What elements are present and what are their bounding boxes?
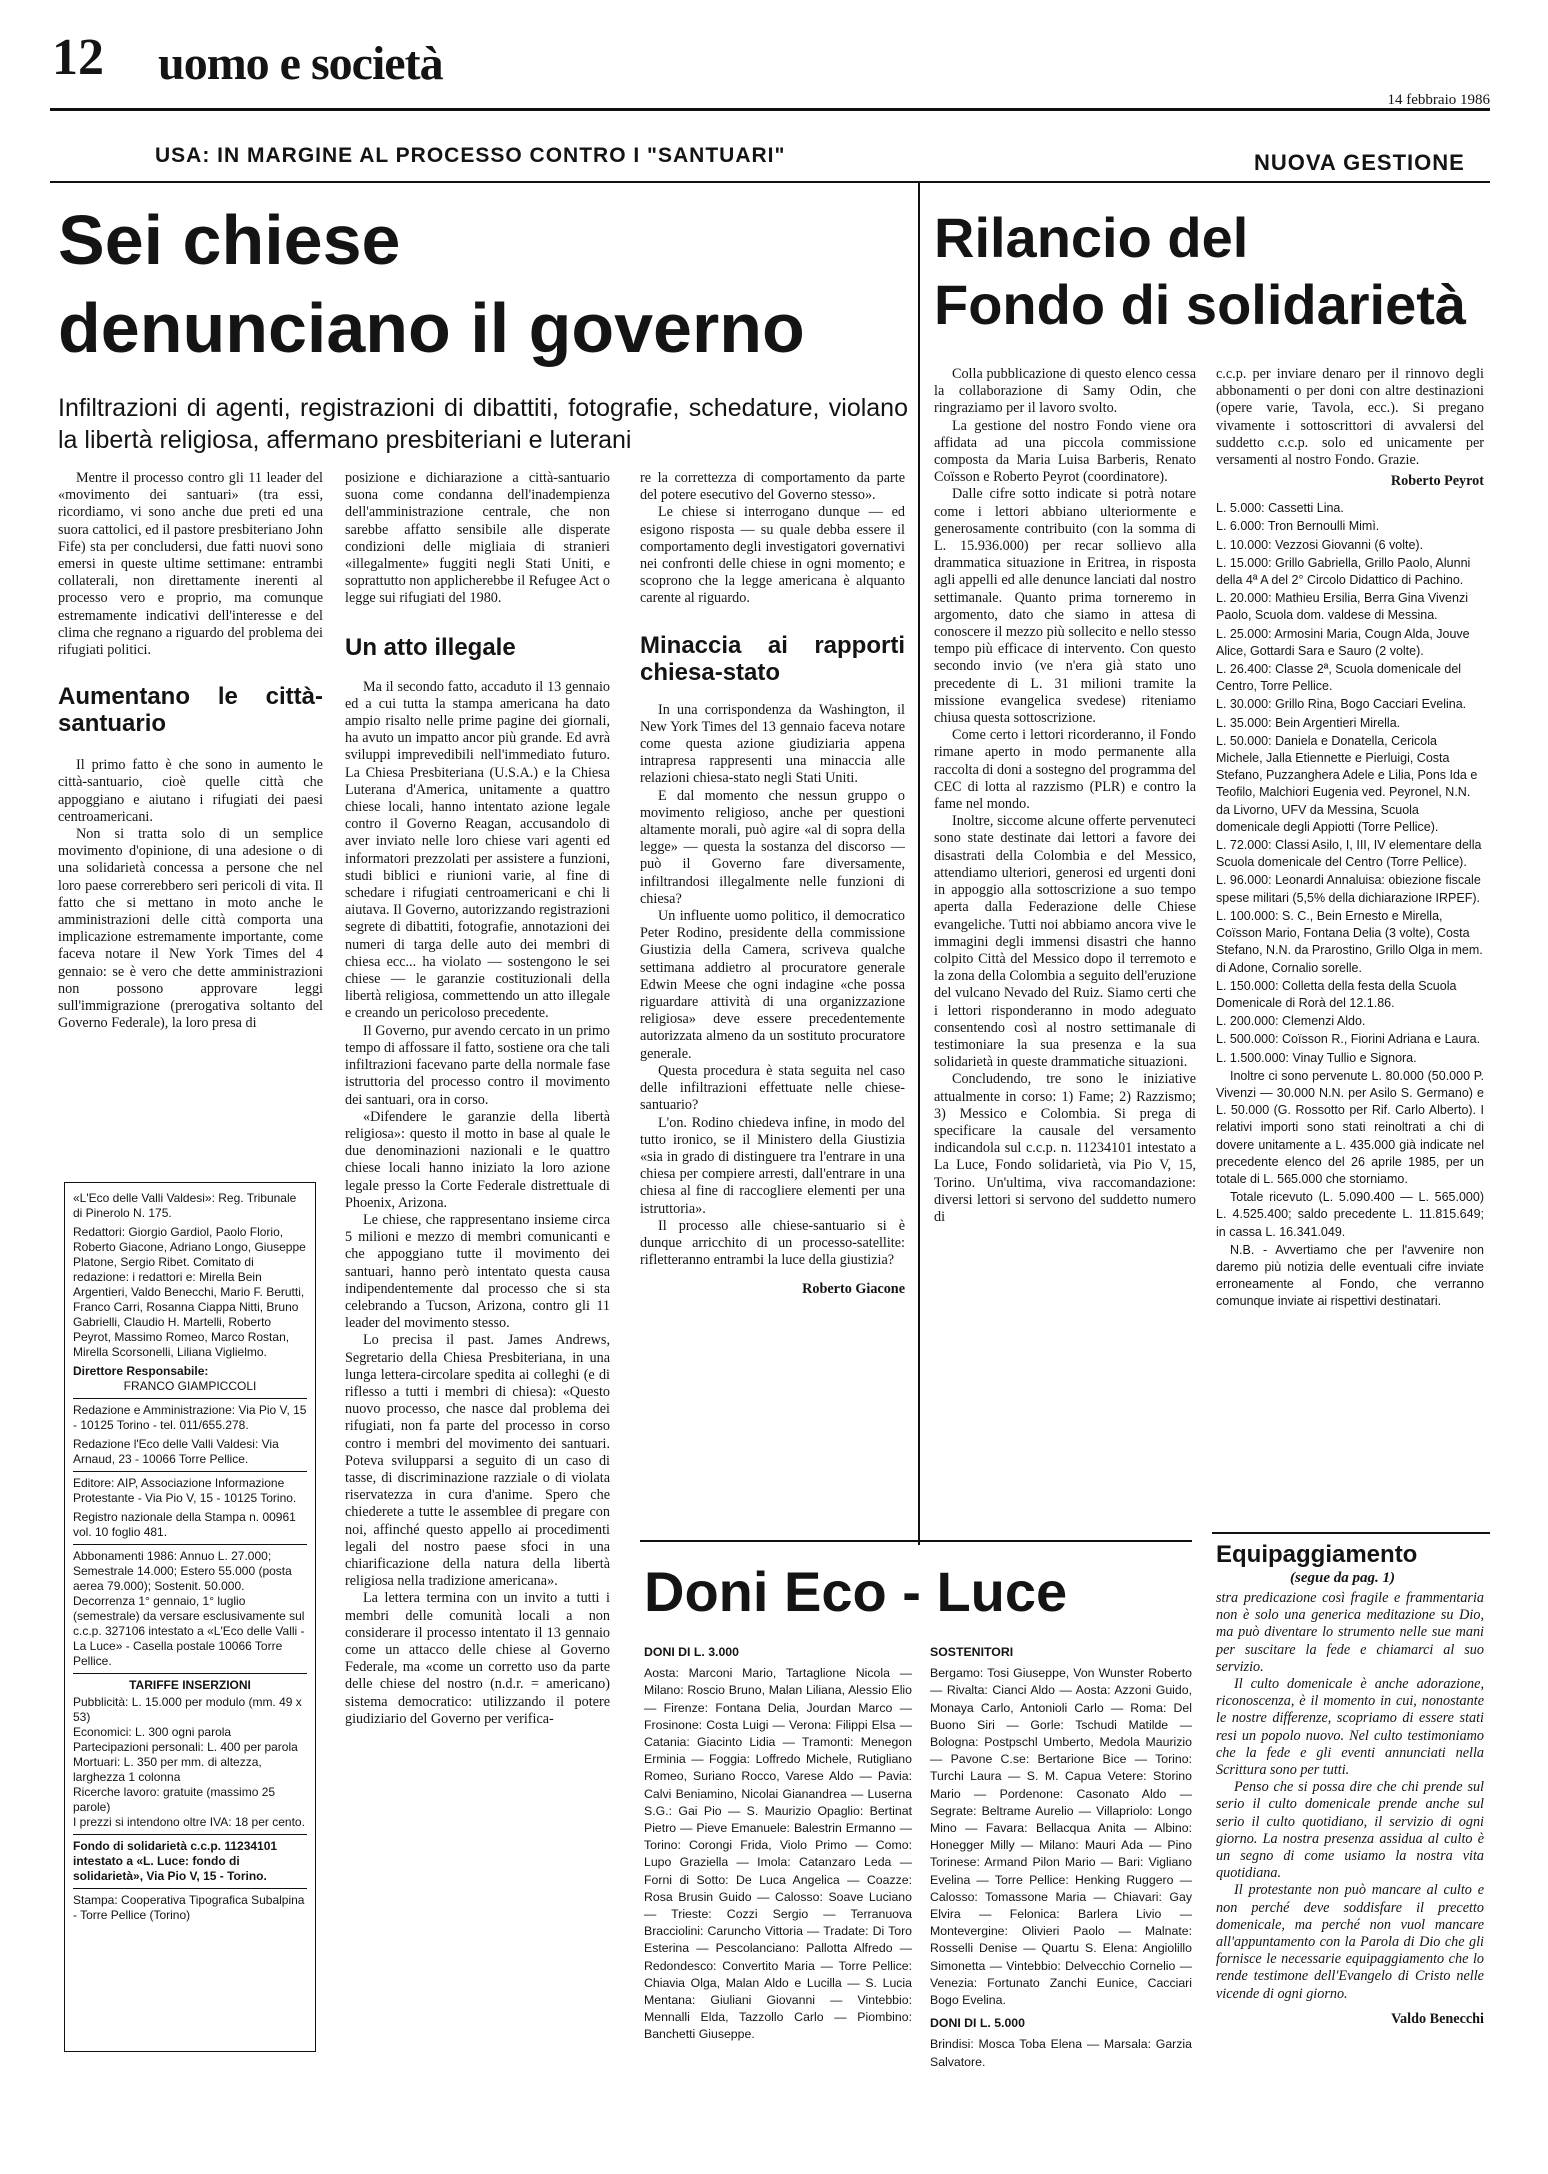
paragraph: Il Governo, pur avendo cercato in un primo tempo di affossare il fatto, sostiene ora che tali infiltrazioni facevano parte della normale fase istruttoria del processo contro il movimento dei santuari, ora in corso. [345, 1022, 610, 1108]
doni-heading: DONI DI L. 3.000 [644, 1645, 739, 1659]
colophon-line: Abbonamenti 1986: Annuo L. 27.000; Semestrale 14.000; Estero 55.000 (posta aerea 79.000); Sostenit. 50.000. Decorrenza 1° gennaio, 1° luglio (semestrale) da versare esclusivamente sul c.c.p. 327106 intestato a «L'Eco delle Valli - La Luce» - Casella postale 10066 Torre Pellice. [73, 1549, 307, 1674]
colophon-line: Mortuari: L. 350 per mm. di altezza, larghezza 1 colonna [73, 1755, 262, 1784]
paragraph: La gestione del nostro Fondo viene ora affidata ad una piccola commissione composta da Maria Luisa Barberis, Renato Coïsson e Roberto Peyrot (coordinatore). [934, 417, 1196, 486]
donation-entry: L. 20.000: Mathieu Ersilia, Berra Gina Vivenzi Paolo, Scuola dom. valdese di Messina. [1216, 591, 1468, 623]
colophon-line: Fondo di solidarietà c.c.p. 11234101 intestato a «L. Luce: fondo di solidarietà», Via Pio V, 15 - Torino. [73, 1839, 307, 1889]
donation-entry: L. 72.000: Classi Asilo, I, III, IV elementare della Scuola domenicale del Centro (Torre Pellice). [1216, 838, 1482, 870]
donation-entry: L. 35.000: Bein Argentieri Mirella. [1216, 715, 1401, 730]
doni-top-rule [640, 1540, 1192, 1542]
subheading: Aumentano le città-santuario [58, 683, 323, 738]
paragraph: Colla pubblicazione di questo elenco cessa la collaborazione di Samy Odin, che ringraziamo per il lavoro svolto. [934, 366, 1196, 417]
colophon-line: Ricerche lavoro: gratuite (massimo 25 parole) [73, 1785, 276, 1814]
colophon-line: Partecipazioni personali: L. 400 per parola [73, 1740, 298, 1754]
kicker-rule [50, 181, 1490, 183]
page-number: 12 [52, 29, 104, 86]
paragraph: posizione e dichiarazione a città-santuario suona come condanna dell'inadempienza dell'amministrazione centrale, che non sarebbe affatto sensibile alle disperate condizioni delle migliaia di stranieri «illegalmente» fuggiti negli Stati Uniti, e soprattutto non applicherebbe il Refugee Act o legge sui rifugiati del 1980. [345, 470, 610, 607]
paragraph: stra predicazione così fragile e frammentaria non è solo una generica meditazione su Dio, ma può diventare lo strumento nelle sue mani per suscitare la fede e chiamarci al suo servizio. [1216, 1590, 1484, 1675]
right-kicker: NUOVA GESTIONE [1254, 150, 1465, 175]
column-divider [918, 183, 920, 1545]
masthead-rule [50, 108, 1490, 111]
doni-heading: DONI DI L. 5.000 [930, 2016, 1025, 2031]
donations-list [1216, 500, 1484, 1310]
author-signature: Valdo Benecchi [1391, 2010, 1484, 2027]
doni-title: Doni Eco - Luce [644, 1560, 1068, 1623]
paragraph: Ma il secondo fatto, accaduto il 13 gennaio ed a cui tutta la stampa americana ha dato ampio risalto nelle prime pagine dei giornali, ha avuto un impatto ancor più grande. Ed avrà sviluppi imprevedibili nell'immediato futuro. La Chiesa Presbiteriana (U.S.A.) e la Chiesa Luterana d'America, unitamente a quattro chiese locali, hanno intentato azione legale contro il Governo Reagan, accusandolo di aver inviato nelle loro chiese vari agenti ed informatori prezzolati per assistere a funzioni, studi biblici e riunioni varie, al fine di schedare i rifugiati centroamericani e chi li aiutava. Il Governo, autorizzando registrazioni segrete di dibattiti, fotografie, annotazioni dei numeri di targa delle auto dei membri di chiesa ecc... ha violato — sostengono le sei chiese — le garanzie costituzionali della libertà religiosa, commettendo un atto illegale e creando un pericoloso precedente. [345, 678, 610, 1022]
subheading: Un atto illegale [345, 633, 516, 661]
left-standfirst: Infiltrazioni di agenti, registrazioni di dibattiti, fotografie, schedature, violano la libertà religiosa, affermano presbiteriani e luterani [58, 394, 908, 454]
paragraph: Il processo alle chiese-santuario si è dunque arricchito di un processo-satellite: rifletteranno entrambi la luce della giustizia? [640, 1217, 905, 1269]
left-column-3 [640, 470, 905, 1299]
colophon-line: Redattori: Giorgio Gardiol, Paolo Florio, Roberto Giacone, Adriano Longo, Giuseppe Platone, Sergio Ribet. Comitato di redazione: i redattori e: Mirella Bein Argentieri, Valdo Benecchi, Mario F. Berutti, Franco Carri, Rosanna Ciappa Nitti, Bruno Gabrielli, Claudio H. Martelli, Roberto Peyrot, Massimo Romeo, Marco Rostan, Mirella Scorsonelli, Liliana Viglielmo. [73, 1225, 306, 1359]
paragraph: In una corrispondenza da Washington, il New York Times del 13 gennaio faceva notare come questa azione giudiziaria appena intrapresa rappresenti una minaccia alle relazioni chiesa-stato negli Stati Uniti. [640, 701, 905, 787]
donation-entry: L. 15.000: Grillo Gabriella, Grillo Paolo, Alunni della 4ª A del 2° Circolo Didattico di Pachino. [1216, 555, 1471, 588]
author-signature: Roberto Peyrot [1390, 473, 1484, 490]
left-column-2 [345, 470, 610, 1728]
paragraph: E dal momento che nessun gruppo o movimento religioso, anche per questioni altamente morali, può agire «al di sopra della legge» — questa la sostanza del discorso — può il Governo fare diversamente, infiltrandosi illegalmente nelle funzioni di chiesa? [640, 787, 905, 907]
right-headline-line-2: Fondo di solidarietà [934, 273, 1467, 336]
right-column-2 [1216, 366, 1484, 1312]
colophon-line: Pubblicità: L. 15.000 per modulo (mm. 49 x 53) [73, 1695, 302, 1724]
equip-body [1216, 1590, 1484, 2028]
donation-entry: L. 1.500.000: Vinay Tullio e Signora. [1216, 1050, 1417, 1065]
left-column-1 [58, 470, 323, 1032]
paragraph: Lo precisa il past. James Andrews, Segretario della Chiesa Presbiteriana, in una lunga lettera-circolare spedita ai colleghi (e di riflesso a tutti i membri di chiesa): «Questo nuovo processo, che nasce dal problema dei rifugiati, non fa parte del processo in corso contro i membri del movimento dei santuari. Poteva svilupparsi a seguito di un caso di tasse, di discriminazione razziale o di violata riservatezza in cura d'anime. Spero che chiederete a tutte le assemblee di pregare con noi, affinché questo appello ai procedimenti legali del nostro paese sfoci in una chiarificazione della natura della libertà religiosa nella tradizione americana». [345, 1332, 610, 1590]
doni-column-1 [644, 1644, 912, 2048]
paragraph: Le chiese, che rappresentano insieme circa 5 milioni e mezzo di membri comunicanti e che appoggiano tutte il movimento dei santuari, hanno però intentato questa causa indipendentemente dal processo che si sta celebrando a Tucson, Arizona, contro gli 11 leader del movimento stesso. [345, 1211, 610, 1332]
paragraph: Il culto domenicale è anche adorazione, riconoscenza, è il momento in cui, nonostante le nostre differenze, scopriamo di essere stati resi un popolo nuovo. Nel culto testimoniamo che la fede e gli eventi annunciati nella Scrittura sono per tutti. [1216, 1676, 1484, 1779]
colophon-line: Direttore Responsabile: [73, 1364, 209, 1378]
right-column-1 [934, 366, 1196, 1226]
colophon-line: I prezzi si intendono oltre IVA: 18 per cento. [73, 1815, 307, 1835]
doni-body: Bergamo: Tosi Giuseppe, Von Wunster Roberto — Rivalta: Cianci Aldo — Aosta: Azzoni Guido, Monaya Carlo, Antonioli Carlo — Roma: Del Buono Siri — Gorle: Tschudi Matilde — Bologna: Postpschl Umberto, Medola Maurizio — Pavone C.se: Bertarione Bice — Torino: Turchi Laura — S. M. Capua Vetere: Storino Mario — Pordenone: Casonato Aldo — Segrate: Beltrame Aurelio — Villapriolo: Longo Mino — Favara: Bellacqua Anita — Albino: Honegger Milly — Milano: Mauri Ada — Pino Torinese: Armand Pilon Mario — Bari: Vigliano Evelina — Torre Pellice: Henking Ruggero — Calosso: Tomassone Maria — Chiavari: Gay Elvira — Felonica: Barlera Livio — Montevergine: Olivieri Paolo — Malnate: Rosselli Denise — Quartu S. Elena: Angiolillo Simonetta — Vintebbio: Delvecchio Cornelio — Venezia: Fortunato Zanchi Eunice, Cacciari Bogo Evelina. [930, 1666, 1192, 2008]
paragraph: Dalle cifre sotto indicate si potrà notare come i lettori abbiano ulteriormente e generosamente contribuito (con la somma di L. 15.936.000) per recar sollievo alla drammatica situazione in Eritrea, in risposta agli appelli ed alle denunce lanciati dal nostro settimanale. Quanto prima torneremo in argomento, dato che siamo in attesa di conoscere il mezzo più sollecito e nello stesso tempo più efficace di intervento. Con questo secondo invio (ve n'era già stato uno precedente di L. 31 milioni tramite la missione evangelica svedese) riteniamo chiusa questa sottoscrizione. [934, 486, 1196, 727]
paragraph: Le chiese si interrogano dunque — ed esigono risposta — su quale debba essere il comportamento degli investigatori governativi nei confronti delle chiese in ogni momento; e scoprono che la legge americana è alquanto carente al riguardo. [640, 504, 905, 607]
paragraph: Il primo fatto è che sono in aumento le città-santuario, cioè quelle città che appoggiano e aiutano i rifugiati dei paesi centroamericani. [58, 757, 323, 825]
intro-paragraph: c.c.p. per inviare denaro per il rinnovo degli abbonamenti o per doni con altre destinazioni (opere varie, Tavola, ecc.). Si pregano vivamente i sottoscrittori di avvalersi del suddetto c.c.p. solo ed unicamente per versamenti al nostro Fondo. Grazie. [1216, 366, 1484, 469]
colophon-line: Redazione l'Eco delle Valli Valdesi: Via Arnaud, 23 - 10066 Torre Pellice. [73, 1437, 307, 1472]
donation-note: Inoltre ci sono pervenute L. 80.000 (50.000 P. Vivenzi — 30.000 N.N. per Asilo S. Germano) e L. 50.000 (G. Rossotto per Rif. Carlo Alberto). I relativi importi sono stati reinoltrati a chi di dovere unitamente a L. 435.000 già indicate nel precedente elenco del 26 aprile 1985, per un totale di L. 565.000 che storniamo. [1216, 1068, 1484, 1186]
paragraph: La lettera termina con un invito a tutti i membri delle comunità locali a non considerare il processo intentato il 13 gennaio come un attacco delle chiese al Governo Federale, ma «come un corretto uso da parte delle chiese del nostro (n.d.r. = americano) sistema democratico: utilizzando il potere giudiziario del Governo per verifica- [345, 1590, 610, 1727]
donation-entry: L. 100.000: S. C., Bein Ernesto e Mirella, Coïsson Mario, Fontana Delia (3 volte), Costa Stefano, N.N. da Prarostino, Grillo Olga in mem. di Adone, Cornalio sorelle. [1216, 908, 1483, 975]
equip-top-rule [1212, 1532, 1490, 1534]
subheading: Minaccia ai rapporti chiesa-stato [640, 631, 905, 686]
equip-continued: (segue da pag. 1) [1290, 1570, 1395, 1586]
colophon-line: Redazione e Amministrazione: Via Pio V, 15 - 10125 Torino - tel. 011/655.278. [73, 1403, 307, 1432]
colophon-line: Registro nazionale della Stampa n. 00961 vol. 10 foglio 481. [73, 1510, 307, 1545]
colophon-line: «L'Eco delle Valli Valdesi»: Reg. Tribunale di Pinerolo N. 175. [73, 1191, 297, 1220]
left-headline-line-2: denunciano il governo [58, 289, 805, 367]
doni-heading: SOSTENITORI [930, 1645, 1014, 1659]
paragraph: Il protestante non può mancare al culto e non perché deve soddisfare il precetto domenicale, ma perché non vuol mancare all'appuntamento con la Parola di Dio che gli fornisce le necessarie equipaggiamento che lo rende testimone dell'Evangelo di Cristo nelle vicende di ogni giorno. [1216, 1882, 1484, 2002]
paragraph: «Difendere le garanzie della libertà religiosa»: questo il motto in base al quale le due denominazioni nazionali e le quattro chiese locali hanno iniziato la loro azione legale presso la Corte Federale distrettuale di Phoenix, Arizona. [345, 1108, 610, 1211]
equip-title: Equipaggiamento [1216, 1541, 1418, 1568]
left-kicker: USA: IN MARGINE AL PROCESSO CONTRO I "SANTUARI" [155, 144, 786, 167]
paragraph: Questa procedura è stata seguita nel caso delle infiltrazioni effettuate nelle chiese-santuario? [640, 1062, 905, 1114]
donation-entry: L. 200.000: Clemenzi Aldo. [1216, 1014, 1366, 1029]
right-headline-line-1: Rilancio del [934, 206, 1249, 269]
paragraph: Penso che si possa dire che chi prende sul serio il culto domenicale prende anche sul serio il culto quotidiano, il servizio di ogni giorno. La nostra presenza assidua al culto è un segno di come usiamo la nostra vita quotidiana. [1216, 1779, 1484, 1882]
paragraph: L'on. Rodino chiedeva infine, in modo del tutto ironico, se il Ministero della Giustizia «sia in grado di distinguere tra l'entrare in una chiesa per compiere arresti, dall'entrare in una chiesa al fine di raccogliere elementi per una istruttoria». [640, 1114, 905, 1217]
donation-entry: L. 26.400: Classe 2ª, Scuola domenicale del Centro, Torre Pellice. [1216, 662, 1462, 694]
donation-entry: L. 6.000: Tron Bernoulli Mimì. [1216, 519, 1380, 534]
donation-entry: L. 150.000: Colletta della festa della Scuola Domenicale di Rorà del 12.1.86. [1216, 978, 1457, 1010]
paragraph: Un influente uomo politico, il democratico Peter Rodino, presidente della commissione Giustizia della Camera, scriveva qualche settimana addietro al procuratore generale Edwin Meese che ogni indagine «che possa riguardare attività di una organizzazione religiosa» deve essere precedentemente autorizzata almeno da un sostituto procuratore generale. [640, 908, 905, 1062]
donation-nb: N.B. - Avvertiamo che per l'avvenire non daremo più notizia delle eventuali cifre inviate erroneamente al Fondo, che verranno comunque inviate ai rispettivi destinatari. [1216, 1242, 1484, 1309]
doni-body: Aosta: Marconi Mario, Tartaglione Nicola — Milano: Roscio Bruno, Malan Liliana, Alessio Elio — Firenze: Fontana Delia, Jourdan Marco — Frosinone: Costa Luigi — Verona: Filippi Elsa — Catania: Giacinto Lidia — Tramonti: Menegon Erminia — Foggia: Loffredo Michele, Rutigliano Romeo, Suriano Rocco, Varese Aldo — Pavia: Calvi Beniamino, Nicolai Gianandrea — Luserna S.G.: Gai Pio — S. Maurizio Opaglio: Bertinat Pietro — Pieve Emanuele: Balestrin Ermanno — Torino: Corongi Frida, Violo Primo — Como: Lupo Graziella — Imola: Catanzaro Leda — Forni di Sotto: De Luca Angelica — Coazze: Rosa Brusin Guido — Calosso: Soave Luciano — Trieste: Cozzi Sergio — Terranuova Bracciolini: Caruncho Vittoria — Tradate: Di Toro Esterina — Pescolanciano: Pallotta Alfredo — Redondesco: Convertito Maria — Torre Pellice: Chiavia Olga, Malan Aldo e Lucilla — S. Lucia Mentana: Giuliani Giovanni — Vintebbio: Mennalli Elda, Tazzollo Carlo — Piombino: Banchetti Giuseppe. [644, 1666, 912, 2042]
author-signature: Roberto Giacone [802, 1281, 905, 1298]
paragraph: Come certo i lettori ricorderanno, il Fondo rimane aperto in modo permanente alla raccolta di doni a sostegno del programma del CEC di lotta al razzismo (PLR) e contro la fame nel mondo. [934, 727, 1196, 813]
paragraph: re la correttezza di comportamento da parte del potere esecutivo del Governo stesso». [640, 470, 905, 504]
donation-entry: L. 10.000: Vezzosi Giovanni (6 volte). [1216, 537, 1424, 552]
section-title: uomo e società [158, 37, 443, 90]
colophon-line: Editore: AIP, Associazione Informazione Protestante - Via Pio V, 15 - 10125 Torino. [73, 1476, 297, 1505]
doni-column-2 [930, 1644, 1192, 2075]
donation-total: Totale ricevuto (L. 5.090.400 — L. 565.000) L. 4.525.400; saldo precedente L. 11.815.649; in cassa L. 16.341.049. [1216, 1190, 1484, 1239]
paragraph: Concludendo, tre sono le iniziative attualmente in corso: 1) Fame; 2) Razzismo; 3) Messico e Colombia. Si prega di specificare la causale del versamento indicandola sul c.c.p. n. 11234101 intestato a La Luce, Fondo solidarietà, via Pio V, 15, Torino. Un'ultima, viva raccomandazione: diversi lettori si servono del suddetto numero di [934, 1071, 1196, 1225]
donation-entry: L. 96.000: Leonardi Annaluisa: obiezione fiscale spese militari (5,5% della dichiarazione IRPEF). [1216, 873, 1481, 905]
donation-entry: L. 50.000: Daniela e Donatella, Cericola Michele, Jalla Etiennette e Pierluigi, Costa Stefano, Puzzanghera Adele e Lilia, Pons Ida e Teofilo, Malchiori Eugenia ved. Peyronel, N.N. da Livorno, UFV da Messina, Scuola domenicale degli Appiotti (Torre Pellice). [1216, 733, 1478, 834]
donation-entry: L. 500.000: Coïsson R., Fiorini Adriana e Laura. [1216, 1032, 1481, 1047]
paragraph: Inoltre, siccome alcune offerte pervenuteci sono state destinate dai lettori a favore dei disastrati della Colombia e del Messico, attendiamo ulteriori, generosi ed urgenti doni in appoggio alla sottoscrizione a suo tempo aperta dalla Federazione delle Chiese evangeliche. Tutti noi abbiamo ancora vive le immagini degli immensi disastri che hanno colpito Città del Messico dopo il terremoto e la zona della Colombia a seguito dell'eruzione del vulcano Nevado del Ruiz. Siamo certi che i lettori risponderanno in modo adeguato consentendo così al nostro settimanale di testimoniare la sua presenza e la sua solidarietà in queste drammatiche situazioni. [934, 813, 1196, 1071]
colophon-line: Economici: L. 300 ogni parola [73, 1725, 232, 1739]
colophon-line: FRANCO GIAMPICCOLI [73, 1379, 307, 1399]
paragraph: Non si tratta solo di un semplice movimento d'opinione, di una adesione o di una solidarietà concessa a persone che nel loro paese correrebbero seri pericoli di vita. Il fatto che si mettano in moto anche le amministrazioni delle città comporta una implicazione estremamente importante, come faceva notare il New York Times del 4 gennaio: se è vero che dette amministrazioni non possono approvare leggi sull'immigrazione (prerogativa soltanto del Governo Federale), la loro presa di [58, 826, 323, 1032]
colophon-line: Stampa: Cooperativa Tipografica Subalpina - Torre Pellice (Torino) [73, 1893, 305, 1922]
donation-entry: L. 30.000: Grillo Rina, Bogo Cacciari Evelina. [1216, 697, 1467, 712]
left-headline-line-1: Sei chiese [58, 201, 401, 279]
issue-date: 14 febbraio 1986 [1387, 92, 1490, 108]
donation-entry: L. 25.000: Armosini Maria, Cougn Alda, Jouve Alice, Gottardi Sara e Sauro (2 volte). [1216, 626, 1470, 658]
donation-entry: L. 5.000: Cassetti Lina. [1216, 501, 1344, 516]
colophon-box [64, 1182, 316, 2052]
doni-body: Brindisi: Mosca Toba Elena — Marsala: Garzia Salvatore. [930, 2037, 1192, 2069]
paragraph: Mentre il processo contro gli 11 leader del «movimento dei santuari» (tra essi, ricordiamo, vi sono anche due preti ed una suora cattolici, ed il pastore presbiteriano John Fife) sta per concludersi, due fatti nuovi sono emersi in queste ultime settimane: entrambi collaterali, non direttamente inerenti al processo vero e proprio, ma comunque estremamente indicativi dell'interesse e del clima che regnano a riguardo del problema dei rifugiati politici. [58, 470, 323, 659]
colophon-line: TARIFFE INSERZIONI [129, 1678, 251, 1692]
